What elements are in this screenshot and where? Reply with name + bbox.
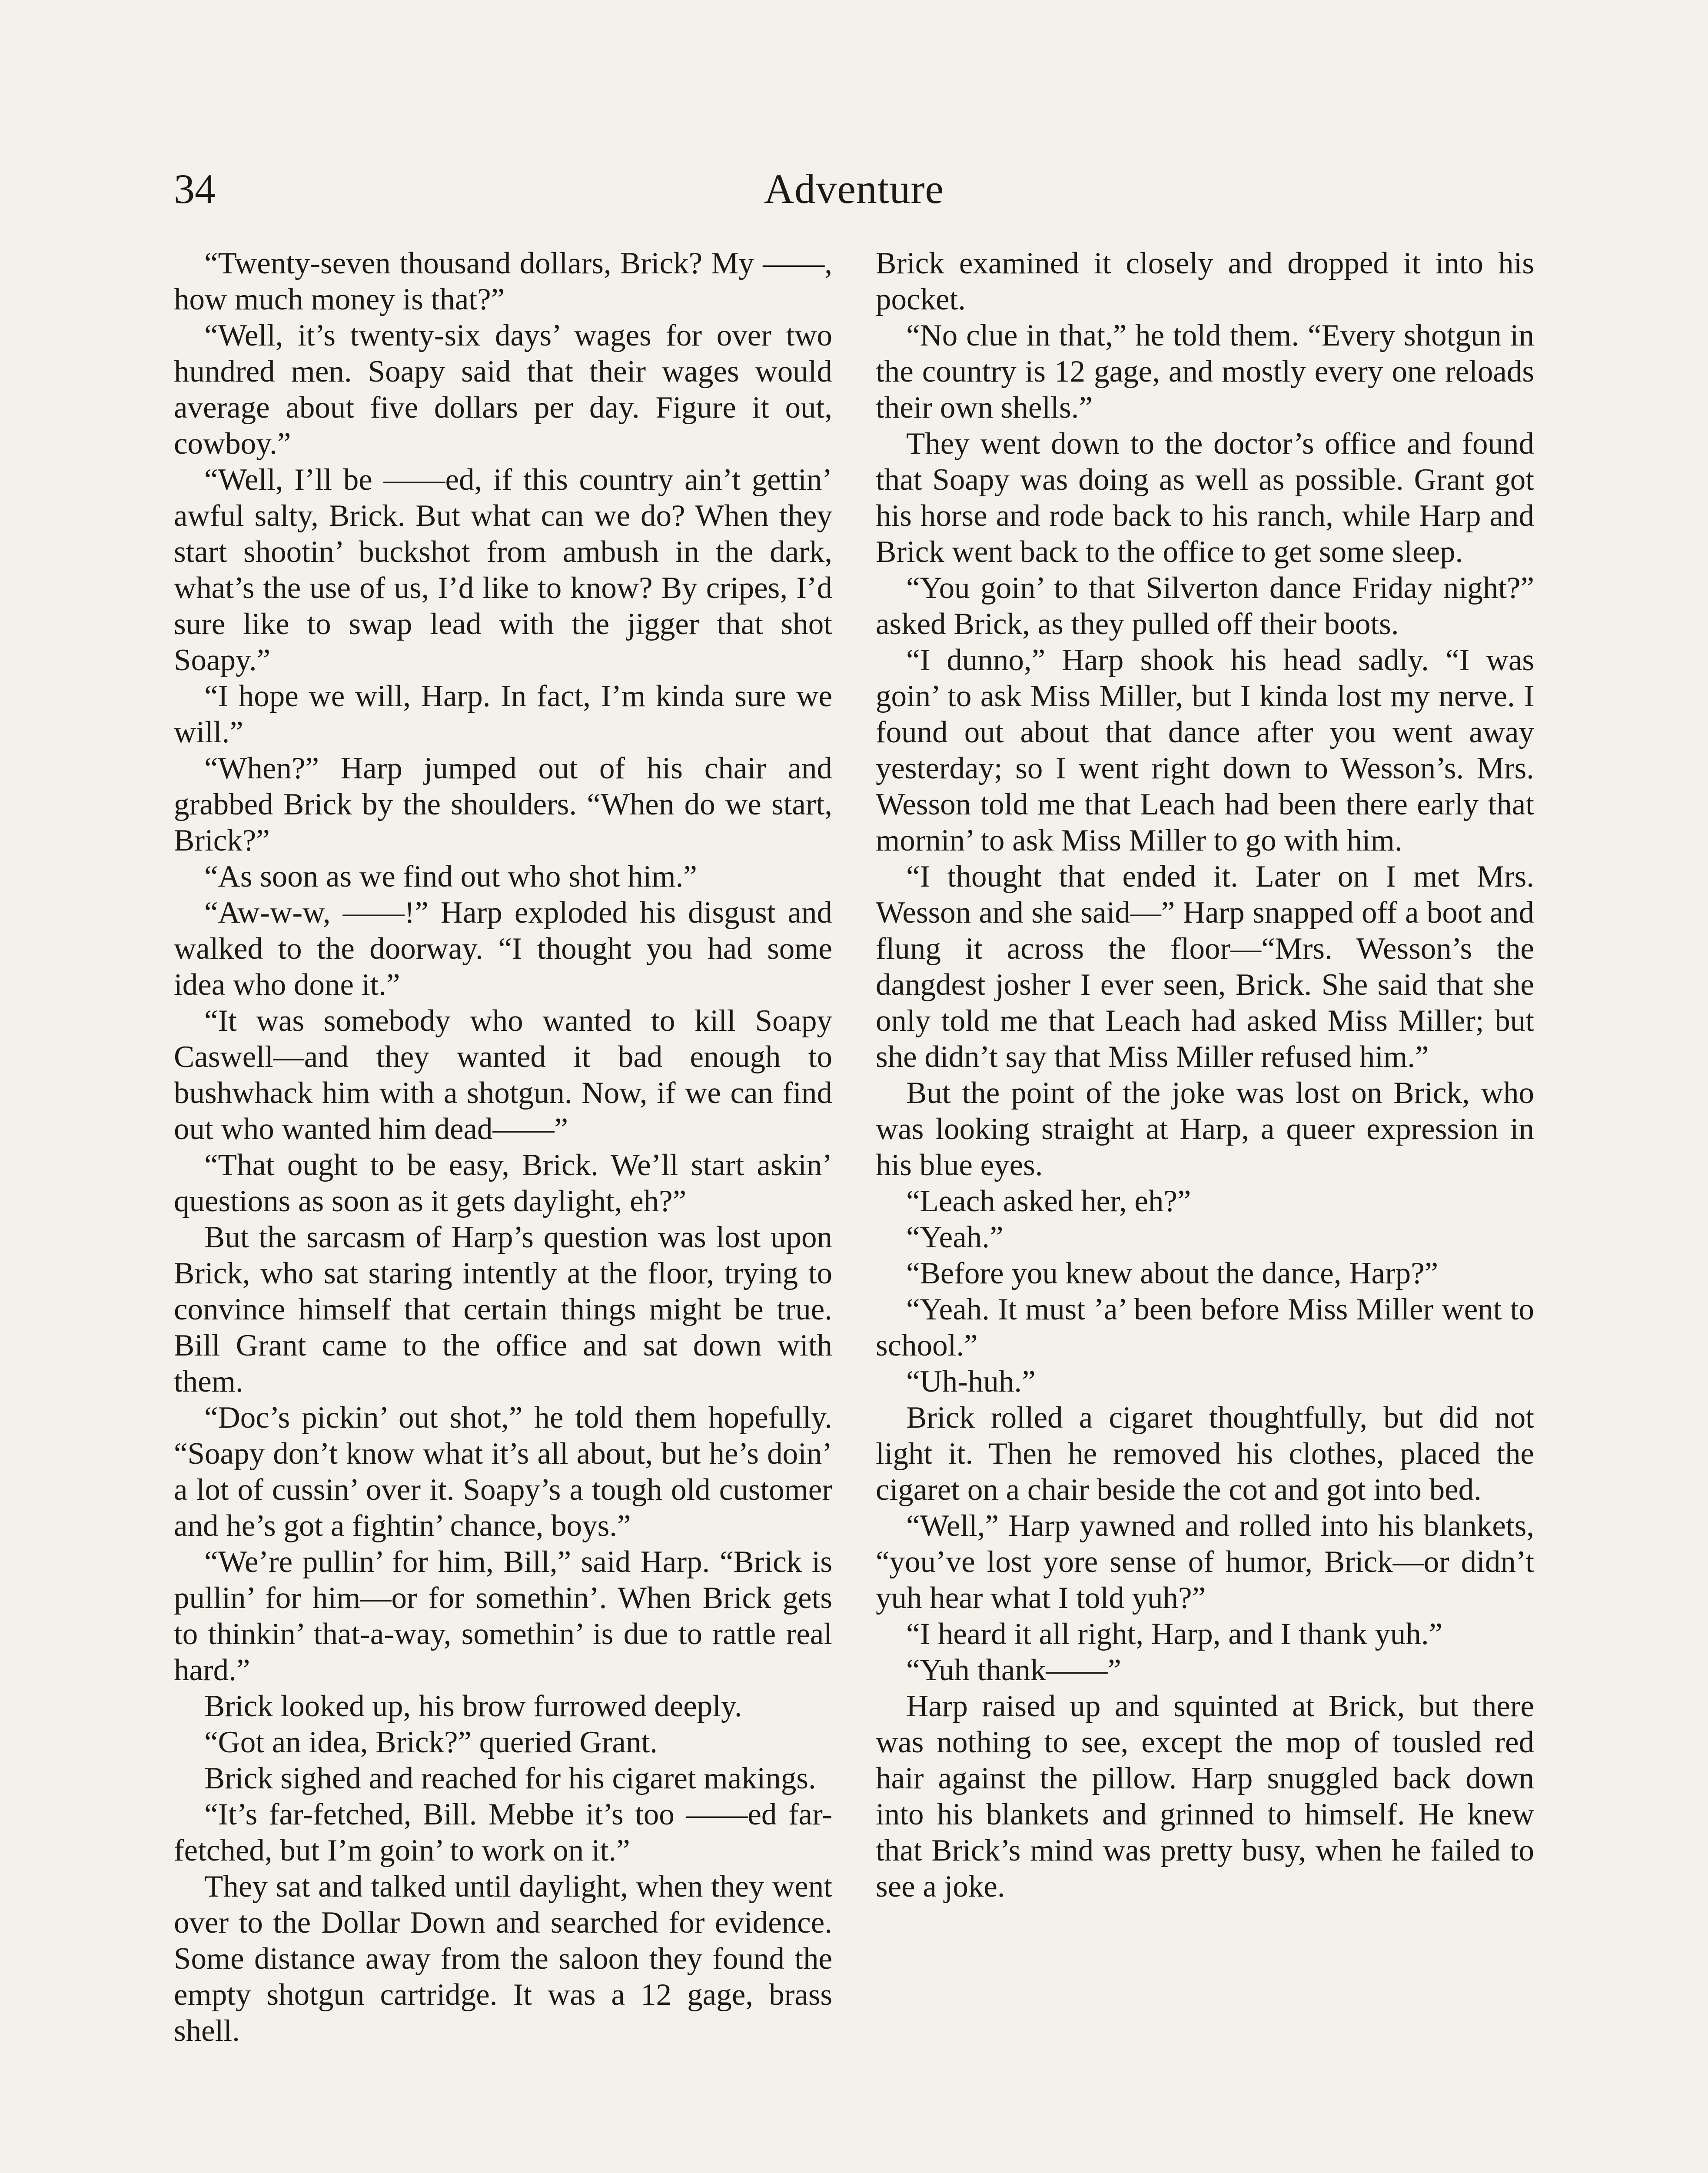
paragraph: Brick looked up, his brow furrowed deeply. <box>204 1689 742 1723</box>
page-number: 34 <box>174 166 216 212</box>
paragraph: “Yeah. It must ’a’ been before Miss Miller went to school.” <box>876 1293 1534 1362</box>
paragraph: “Well, it’s twenty-six days’ wages for over two hundred men. Soapy said that their wages would average about five dollars per day. Figure it out, cowboy.” <box>174 319 832 461</box>
paragraph: “As soon as we find out who shot him.” <box>204 860 697 894</box>
paragraph: “I dunno,” Harp shook his head sadly. “I was goin’ to ask Miss Miller, but I kinda lost my nerve. I found out about that dance after you went away yesterday; so I went right down to Wesson’s. Mrs. Wesson told me that Leach had been there early that mornin’ to ask Miss Miller to go with him. <box>876 643 1534 857</box>
paragraph: “Yeah.” <box>906 1220 1004 1254</box>
paragraph: Brick sighed and reached for his cigaret makings. <box>204 1761 816 1795</box>
paragraph: “Well, I’ll be ——ed, if this country ain’t gettin’ awful salty, Brick. But what can we do? When they start shootin’ buckshot from ambush in the dark, what’s the use of us, I’d like to know? By cripes, I’d sure like to swap lead with the jigger that shot Soapy.” <box>174 463 832 677</box>
paragraph: “Leach asked her, eh?” <box>906 1184 1191 1218</box>
paragraph: Brick examined it closely and dropped it into his pocket. <box>876 246 1534 316</box>
paragraph: “We’re pullin’ for him, Bill,” said Harp. “Brick is pullin’ for him—or for somethin’. When Brick gets to thinkin’ that-a-way, somethin’ is due to rattle real hard.” <box>174 1545 832 1687</box>
paragraph: “You goin’ to that Silverton dance Friday night?” asked Brick, as they pulled off their boots. <box>876 571 1534 641</box>
paragraph: “That ought to be easy, Brick. We’ll start askin’ questions as soon as it gets daylight, eh?” <box>174 1148 832 1218</box>
paragraph: Brick rolled a cigaret thoughtfully, but did not light it. Then he removed his clothes, placed the cigaret on a chair beside the cot and got into bed. <box>876 1401 1534 1507</box>
paragraph: “No clue in that,” he told them. “Every shotgun in the country is 12 gage, and mostly every one reloads their own shells.” <box>876 319 1534 425</box>
paragraph: “I heard it all right, Harp, and I thank yuh.” <box>906 1617 1443 1651</box>
page-header <box>174 159 1534 219</box>
paragraph: They sat and talked until daylight, when they went over to the Dollar Down and searched for evidence. Some distance away from the saloon they found the empty shotgun cartridge. It was a 12 gage, brass shell. <box>174 1870 832 2048</box>
paragraph: “Well,” Harp yawned and rolled into his blankets, “you’ve lost yore sense of humor, Brick—or didn’t yuh hear what I told yuh?” <box>876 1509 1534 1615</box>
paragraph: “It’s far-fetched, Bill. Mebbe it’s too ——ed far-fetched, but I’m goin’ to work on it.” <box>174 1798 832 1867</box>
paragraph: “Doc’s pickin’ out shot,” he told them hopefully. “Soapy don’t know what it’s all about, but he’s doin’ a lot of cussin’ over it. Soapy’s a tough old customer and he’s got a fightin’ chance, boys.” <box>174 1401 832 1543</box>
paragraph: “Twenty-seven thousand dollars, Brick? My ——, how much money is that?” <box>174 246 832 316</box>
paragraph: “I hope we will, Harp. In fact, I’m kinda sure we will.” <box>174 679 832 749</box>
paragraph: “When?” Harp jumped out of his chair and grabbed Brick by the shoulders. “When do we start, Brick?” <box>174 751 832 857</box>
paragraph: But the sarcasm of Harp’s question was lost upon Brick, who sat staring intently at the floor, trying to convince himself that certain things might be true. Bill Grant came to the office and sat down with them. <box>174 1220 832 1399</box>
paragraph: “Yuh thank——” <box>906 1653 1121 1687</box>
paragraph: “I thought that ended it. Later on I met Mrs. Wesson and she said—” Harp snapped off a boot and flung it across the floor—“Mrs. Wesson’s the dangdest josher I ever seen, Brick. She said that she only told me that Leach had asked Miss Miller; but she didn’t say that Miss Miller refused him.” <box>876 860 1534 1074</box>
column-left <box>174 246 832 2049</box>
paragraph: They went down to the doctor’s office and found that Soapy was doing as well as possible. Grant got his horse and rode back to his ranch, while Harp and Brick went back to the office to get some sleep. <box>876 427 1534 569</box>
paragraph: “Uh-huh.” <box>906 1365 1036 1399</box>
column-right <box>876 246 1534 2049</box>
paragraph: “Aw-w-w, ——!” Harp exploded his disgust and walked to the doorway. “I thought you had some idea who done it.” <box>174 896 832 1002</box>
paragraph: Harp raised up and squinted at Brick, but there was nothing to see, except the mop of tousled red hair against the pillow. Harp snuggled back down into his blankets and grinned to himself. He knew that Brick’s mind was pretty busy, when he failed to see a joke. <box>876 1689 1534 1904</box>
paragraph: But the point of the joke was lost on Brick, who was looking straight at Harp, a queer expression in his blue eyes. <box>876 1076 1534 1182</box>
paragraph: “It was somebody who wanted to kill Soapy Caswell—and they wanted it bad enough to bushwhack him with a shotgun. Now, if we can find out who wanted him dead——” <box>174 1004 832 1146</box>
running-title: Adventure <box>764 166 944 212</box>
paragraph: “Before you knew about the dance, Harp?” <box>906 1256 1439 1290</box>
text-columns <box>174 246 1534 2049</box>
paragraph: “Got an idea, Brick?” queried Grant. <box>204 1725 658 1759</box>
